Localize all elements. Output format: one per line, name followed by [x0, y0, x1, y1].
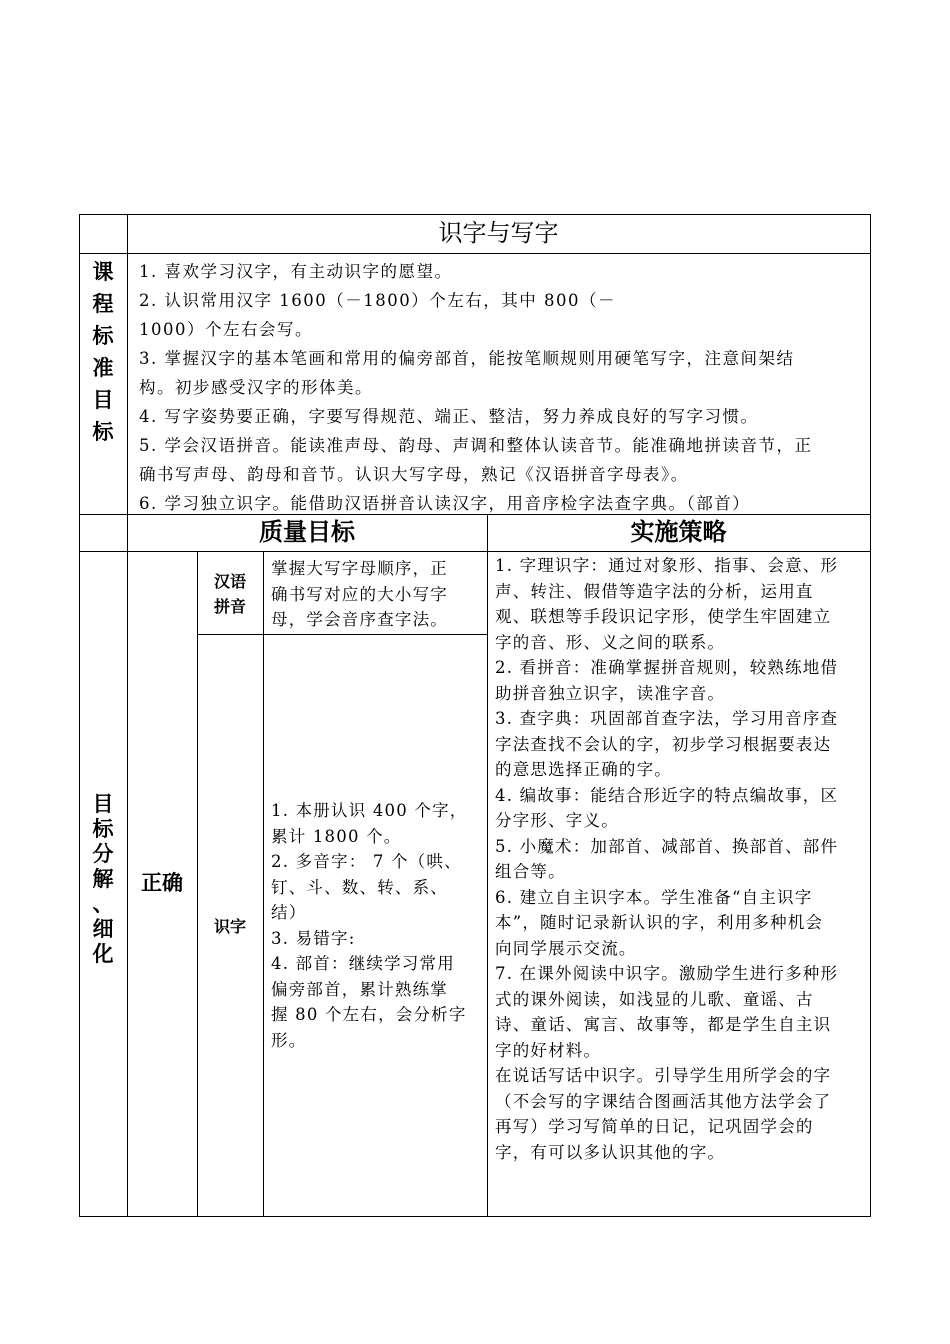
strategy-line: 本”，随时记录新认识的字，利用多种机会 [495, 913, 824, 932]
shizi-goal-line: 偏旁部首，累计熟练掌 [271, 979, 448, 999]
pinyin-goal-line: 掌握大写字母顺序，正 [271, 559, 448, 578]
strategy-line: 3. 查字典：巩固部首查字法，学习用音序查 [495, 709, 839, 728]
strategy-list [495, 553, 869, 1165]
strategy-line: 字的好材料。 [495, 1040, 602, 1060]
shizi-goal-line: 1. 本册认识 400 个字， [271, 801, 468, 820]
strategy-line: 1. 字理识字：通过对象形、指事、会意、形 [495, 556, 839, 575]
shizi-goal-line: 钉、斗、数、转、系、 [271, 877, 448, 897]
pinyin-goal-line: 母，学会音序查字法。 [271, 610, 448, 629]
standard-label-char: 课 [92, 260, 114, 284]
standard-line: 构。初步感受汉字的形体美。 [139, 378, 373, 397]
shizi-goal-line: 结） [271, 903, 307, 922]
standard-label-char: 标 [92, 420, 114, 444]
standard-label-char: 标 [92, 324, 114, 348]
standard-label-char: 准 [92, 356, 114, 380]
strategy-line: 声、转注、假借等造字法的分析，运用直 [495, 581, 814, 601]
shizi-goal-line: 累计 1800 个。 [271, 826, 402, 846]
shizi-goal [271, 798, 485, 1053]
strategy-line: 7. 在课外阅读中识字。激励学生进行多种形 [495, 964, 839, 983]
pinyin-label [197, 569, 263, 619]
breakdown-label-char: 目 [92, 792, 114, 816]
standard-label [79, 256, 127, 448]
pinyin-goal [271, 556, 485, 633]
quality-header: 质量目标 [259, 518, 355, 546]
rule-sub-label-col [263, 551, 264, 1217]
rule-label-col [127, 214, 128, 1217]
strategy-line: 诗、童话、寓言、故事等，都是学生自主识 [495, 1015, 832, 1034]
strategy-line: （不会写的字课结合图画活其他方法学会了 [495, 1091, 832, 1111]
standard-line: 5. 学会汉语拼音。能读准声母、韵母、声调和整体认读音节。能准确地拼读音节，正 [139, 436, 813, 455]
rule-under-pinyin [197, 634, 487, 635]
strategy-line: 字，有可以多认识其他的字。 [495, 1142, 726, 1162]
curriculum-table [79, 214, 871, 1217]
breakdown-label [79, 792, 127, 967]
standard-line: 1000）个左右会写。 [139, 320, 313, 339]
standard-label-char: 目 [92, 388, 114, 412]
shizi-goal-line: 4. 部首：继续学习常用 [271, 954, 455, 973]
rule-right [870, 214, 871, 1217]
pinyin-label-line: 汉语 [213, 572, 246, 591]
strategy-line: 4. 编故事：能结合形近字的特点编故事，区 [495, 785, 839, 805]
breakdown-label-char: 解 [92, 867, 114, 891]
standard-line: 3. 掌握汉字的基本笔画和常用的偏旁部首，能按笔顺规则用硬笔写字，注意间架结 [139, 349, 795, 368]
correct-label: 正确 [141, 871, 183, 895]
shizi-goal-line: 2. 多音字： 7 个（哄、 [271, 852, 462, 871]
strategy-line: 5. 小魔术：加部首、减部首、换部首、部件 [495, 836, 839, 856]
breakdown-label-char: 、 [92, 892, 114, 916]
strategy-line: 式的课外阅读，如浅显的儿歌、童谣、古 [495, 989, 814, 1009]
rule-under-title [79, 253, 871, 254]
strategy-line: 分字形、字义。 [495, 811, 619, 830]
strategy-line: 组合等。 [495, 862, 566, 881]
strategy-line: 字的音、形、义之间的联系。 [495, 632, 726, 652]
strategy-line: 助拼音独立识字，读准字音。 [495, 683, 726, 703]
shizi-goal-line: 握 80 个左右，会分析字 [271, 1005, 467, 1024]
standard-label-char: 程 [92, 292, 114, 316]
pinyin-label-line: 拼音 [213, 597, 246, 616]
breakdown-label-char: 细 [92, 917, 114, 941]
strategy-line: 6. 建立自主识字本。学生准备“自主识字 [495, 887, 813, 907]
standard-line: 6. 学习独立识字。能借助汉语拼音认读汉字，用音序检字法查字典。（部首） [139, 494, 751, 513]
strategy-line: 向同学展示交流。 [495, 938, 637, 958]
rule-mid-col [487, 514, 488, 1217]
standard-list [139, 257, 867, 518]
strategy-line: 再写）学习写简单的日记，记巩固学会的 [495, 1117, 814, 1136]
shizi-goal-line: 3. 易错字: [271, 928, 356, 948]
strategy-header: 实施策略 [630, 518, 727, 546]
strategy-line: 在说话写话中识字。引导学生用所学会的字 [495, 1066, 832, 1085]
section-title: 识字与写字 [438, 219, 559, 247]
strategy-line: 的意思选择正确的字。 [495, 760, 672, 779]
pinyin-goal-line: 确书写对应的大小写字 [271, 584, 448, 604]
breakdown-label-char: 化 [92, 942, 114, 966]
standard-line: 1. 喜欢学习汉字，有主动识字的愿望。 [139, 262, 453, 281]
breakdown-label-char: 标 [92, 817, 114, 841]
breakdown-label-char: 分 [92, 842, 114, 866]
shizi-label: 识字 [213, 917, 246, 936]
shizi-goal-line: 形。 [271, 1030, 307, 1050]
standard-line: 4. 写字姿势要正确，字要写得规范、端正、整洁，努力养成良好的写字习惯。 [139, 407, 759, 426]
standard-line: 确书写声母、韵母和音节。认识大写字母，熟记《汉语拼音字母表》。 [139, 465, 689, 484]
strategy-line: 观、联想等手段识记字形，使学生牢固建立 [495, 607, 832, 626]
strategy-line: 2. 看拼音：准确掌握拼音规则，较熟练地借 [495, 658, 839, 677]
standard-line: 2. 认识常用汉字 1600（－1800）个左右，其中 800（－ [139, 291, 616, 310]
rule-correct-col [197, 551, 198, 1217]
strategy-line: 字法查找不会认的字，初步学习根据要表达 [495, 734, 832, 754]
